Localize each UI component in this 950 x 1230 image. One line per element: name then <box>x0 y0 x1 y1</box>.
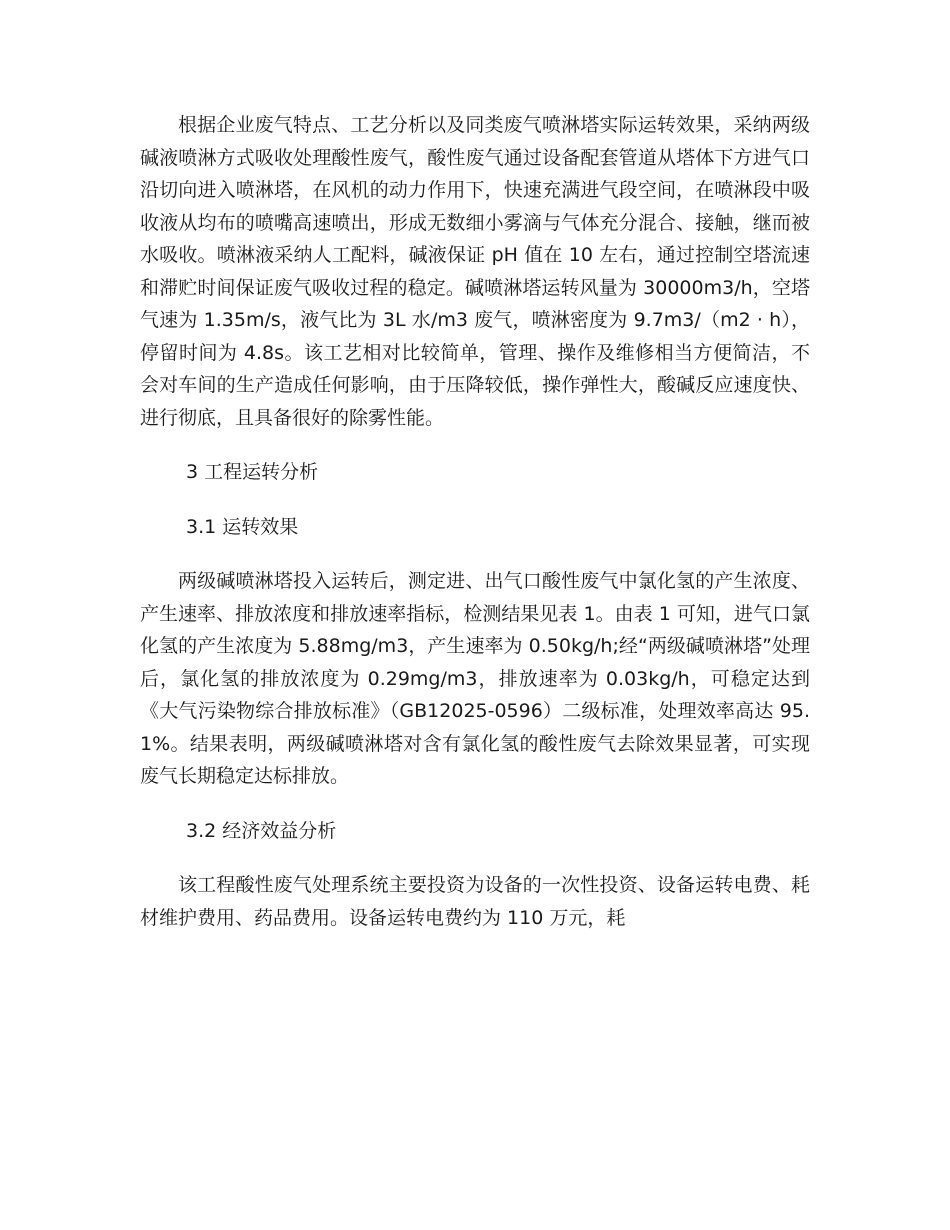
document-body <box>140 109 810 956</box>
paragraph-economic-analysis: 该工程酸性废气处理系统主要投资为设备的一次性投资、设备运转电费、耗材维护费用、药品费用。设备运转电费约为 110 万元，耗 <box>140 874 810 929</box>
paragraph-spray-tower-process: 根据企业废气特点、工艺分析以及同类废气喷淋塔实际运转效果，采纳两级碱液喷淋方式吸收处理酸性废气，酸性废气通过设备配套管道从塔体下方进气口沿切向进入喷淋塔，在风机的动力作用下，快速充满进气段空间，在喷淋段中吸收液从均布的喷嘴高速喷出，形成无数细小雾滴与气体充分混合、接触，继而被水吸收。喷淋液采纳人工配料，碱液保证 pH 值在 10 左右，通过控制空塔流速和滞贮时间保证废气吸收过程的稳定。碱喷淋塔运转风量为 30000m3/h，空塔气速为 1.35m/s，液气比为 3L 水/m3 废气，喷淋密度为 9.7m3/（m2 · h），停留时间为 4.8s。该工艺相对比较简单，管理、操作及维修相当方便简洁，不会对车间的生产造成任何影响，由于压降较低，操作弹性大，酸碱反应速度快、进行彻底，且具备很好的除雾性能。 <box>140 114 810 429</box>
section-heading-3-1: 3.1 运转效果 <box>186 515 299 538</box>
section-heading-3: 3 工程运转分析 <box>186 461 319 483</box>
section-heading-3-2: 3.2 经济效益分析 <box>186 819 337 842</box>
paragraph-operation-results: 两级碱喷淋塔投入运转后，测定进、出气口酸性废气中氯化氢的产生浓度、产生速率、排放浓度和排放速率指标，检测结果见表 1。由表 1 可知，进气口氯化氢的产生浓度为 5.88mg/m3，产生速率为 0.50kg/h;经“两级碱喷淋塔”处理后，氯化氢的排放浓度为 0.29mg/m3，排放速率为 0.03kg/h，可稳定达到《大气污染物综合排放标准》（GB12025-0596）二级标准，处理效率高达 95.1%。结果表明，两级碱喷淋塔对含有氯化氢的酸性废气去除效果显著，可实现废气长期稳定达标排放。 <box>140 570 810 787</box>
